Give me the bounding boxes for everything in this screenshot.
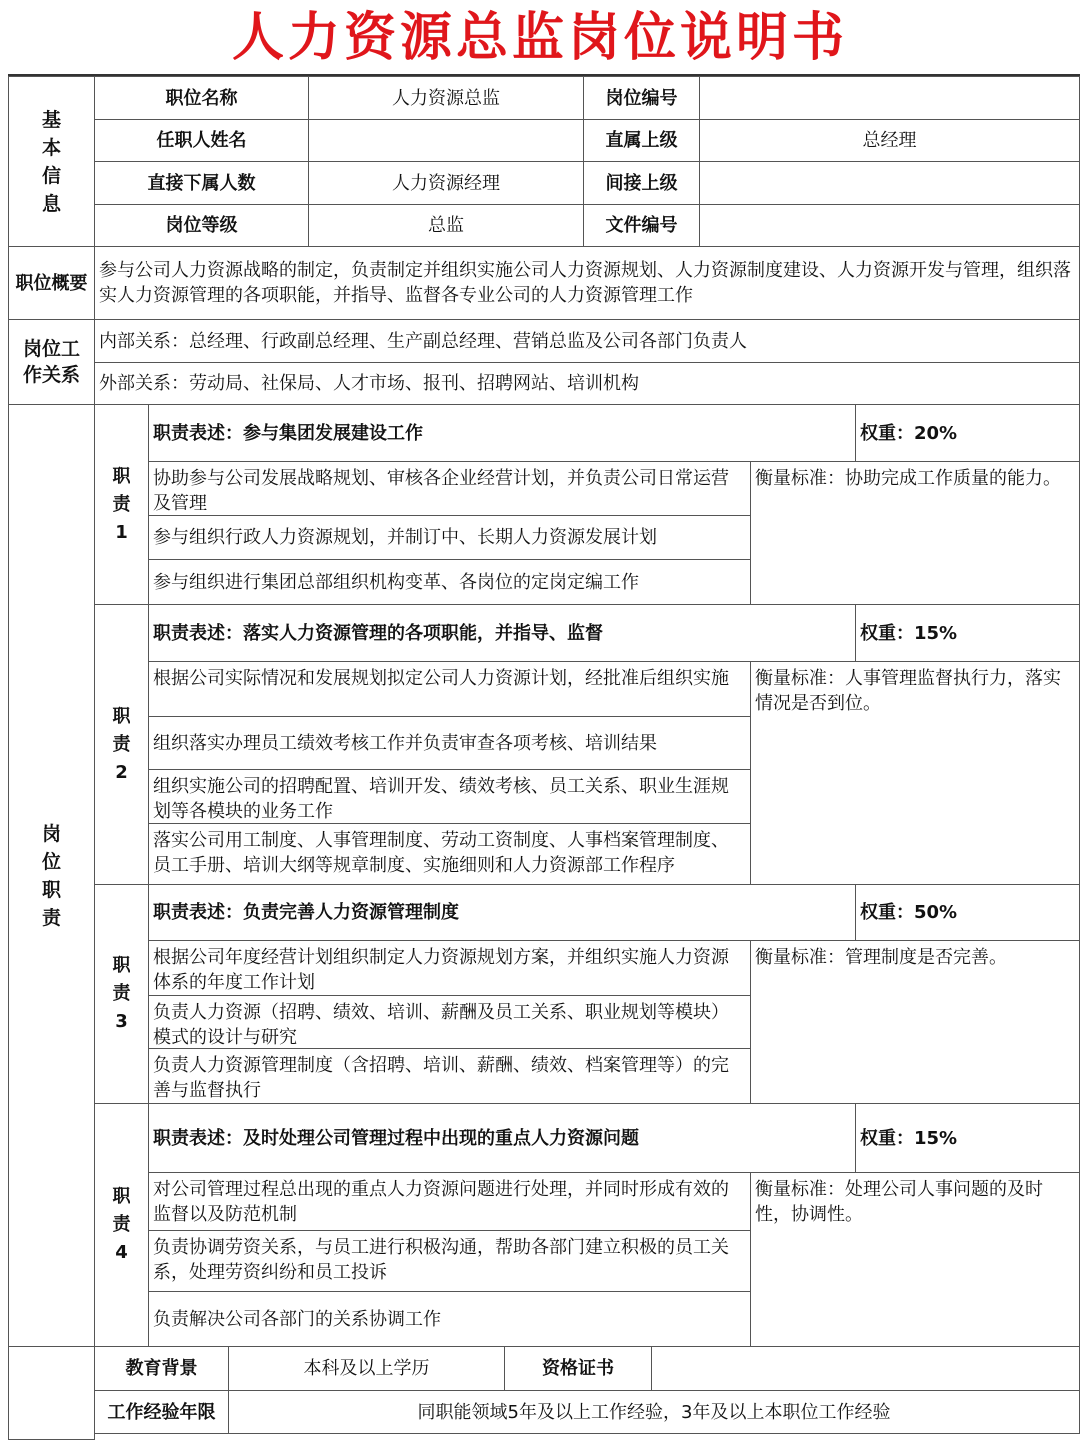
page-title: 人力资源总监岗位说明书 (231, 8, 848, 68)
duty-4-label: 职责4 (94, 1103, 149, 1347)
external-relations: 外部关系：劳动局、社保局、人才市场、报刊、招聘网站、培训机构 (94, 362, 1080, 405)
certificate-label: 资格证书 (504, 1346, 652, 1391)
duty-1-standard: 衡量标准：协助完成工作质量的能力。 (750, 461, 1080, 605)
duty-3-weight: 权重：50% (855, 884, 1080, 941)
qualification-label-cell (8, 1346, 95, 1440)
duty-3-standard: 衡量标准：管理制度是否完善。 (750, 940, 1080, 1104)
doc-no-value (699, 204, 1080, 247)
duty-1-statement: 职责表述：参与集团发展建设工作 (148, 404, 856, 462)
duty-2-item: 根据公司实际情况和发展规划拟定公司人力资源计划，经批准后组织实施 (148, 661, 751, 717)
duty-3-item: 负责人力资源（招聘、绩效、培训、薪酬及员工关系、职业规划等模块）模式的设计与研究 (148, 995, 751, 1049)
level-value: 总监 (308, 204, 584, 247)
duty-1-item: 参与组织行政人力资源规划，并制订中、长期人力资源发展计划 (148, 515, 751, 560)
relations-label: 岗位工作关系 (8, 319, 95, 405)
position-name-value: 人力资源总监 (308, 76, 584, 120)
duty-2-label: 职责2 (94, 604, 149, 885)
indirect-superior-value (699, 161, 1080, 205)
duties-label: 岗位职责 (8, 404, 95, 1347)
duty-2-item: 组织实施公司的招聘配置、培训开发、绩效考核、员工关系、职业生涯规划等各模块的业务工作 (148, 769, 751, 824)
holder-name-label: 任职人姓名 (94, 119, 309, 162)
duty-1-label: 职责1 (94, 404, 149, 605)
duty-2-item: 落实公司用工制度、人事管理制度、劳动工资制度、人事档案管理制度、员工手册、培训大纲等规章制度、实施细则和人力资源部工作程序 (148, 823, 751, 885)
certificate-value (651, 1346, 1080, 1391)
doc-no-label: 文件编号 (583, 204, 700, 247)
holder-name-value (308, 119, 584, 162)
duty-4-standard: 衡量标准：处理公司人事问题的及时性，协调性。 (750, 1172, 1080, 1347)
duty-1-weight: 权重：20% (855, 404, 1080, 462)
duty-2-standard: 衡量标准：人事管理监督执行力，落实情况是否到位。 (750, 661, 1080, 885)
experience-value: 同职能领域5年及以上工作经验，3年及以上本职位工作经验 (228, 1390, 1080, 1434)
duty-2-weight: 权重：15% (855, 604, 1080, 662)
level-label: 岗位等级 (94, 204, 309, 247)
duty-4-item: 负责协调劳资关系，与员工进行积极沟通，帮助各部门建立积极的员工关系，处理劳资纠纷和员工投诉 (148, 1230, 751, 1292)
overview-text: 参与公司人力资源战略的制定，负责制定并组织实施公司人力资源规划、人力资源制度建设、人力资源开发与管理，组织落实人力资源管理的各项职能，并指导、监督各专业公司的人力资源管理工作 (94, 246, 1080, 320)
indirect-superior-label: 间接上级 (583, 161, 700, 205)
duty-4-weight: 权重：15% (855, 1103, 1080, 1173)
overview-label: 职位概要 (8, 246, 95, 320)
duty-3-statement: 职责表述：负责完善人力资源管理制度 (148, 884, 856, 941)
duty-4-statement: 职责表述：及时处理公司管理过程中出现的重点人力资源问题 (148, 1103, 856, 1173)
position-no-label: 岗位编号 (583, 76, 700, 120)
duty-4-item: 负责解决公司各部门的关系协调工作 (148, 1291, 751, 1347)
experience-label: 工作经验年限 (94, 1390, 229, 1434)
superior-label: 直属上级 (583, 119, 700, 162)
duty-3-label: 职责3 (94, 884, 149, 1104)
education-value: 本科及以上学历 (228, 1346, 505, 1391)
education-label: 教育背景 (94, 1346, 229, 1391)
subordinates-label: 直接下属人数 (94, 161, 309, 205)
duty-1-item: 协助参与公司发展战略规划、审核各企业经营计划，并负责公司日常运营及管理 (148, 461, 751, 516)
superior-value: 总经理 (699, 119, 1080, 162)
duty-2-item: 组织落实办理员工绩效考核工作并负责审查各项考核、培训结果 (148, 716, 751, 770)
duty-3-item: 根据公司年度经营计划组织制定人力资源规划方案，并组织实施人力资源体系的年度工作计划 (148, 940, 751, 996)
internal-relations: 内部关系：总经理、行政副总经理、生产副总经理、营销总监及公司各部门负责人 (94, 319, 1080, 363)
subordinates-value: 人力资源经理 (308, 161, 584, 205)
position-name-label: 职位名称 (94, 76, 309, 120)
basic-info-label: 基本信息 (8, 76, 95, 247)
position-no-value (699, 76, 1080, 120)
duty-4-item: 对公司管理过程总出现的重点人力资源问题进行处理，并同时形成有效的监督以及防范机制 (148, 1172, 751, 1231)
duty-3-item: 负责人力资源管理制度（含招聘、培训、薪酬、绩效、档案管理等）的完善与监督执行 (148, 1048, 751, 1104)
duty-1-item: 参与组织进行集团总部组织机构变革、各岗位的定岗定编工作 (148, 559, 751, 605)
duty-2-statement: 职责表述：落实人力资源管理的各项职能，并指导、监督 (148, 604, 856, 662)
